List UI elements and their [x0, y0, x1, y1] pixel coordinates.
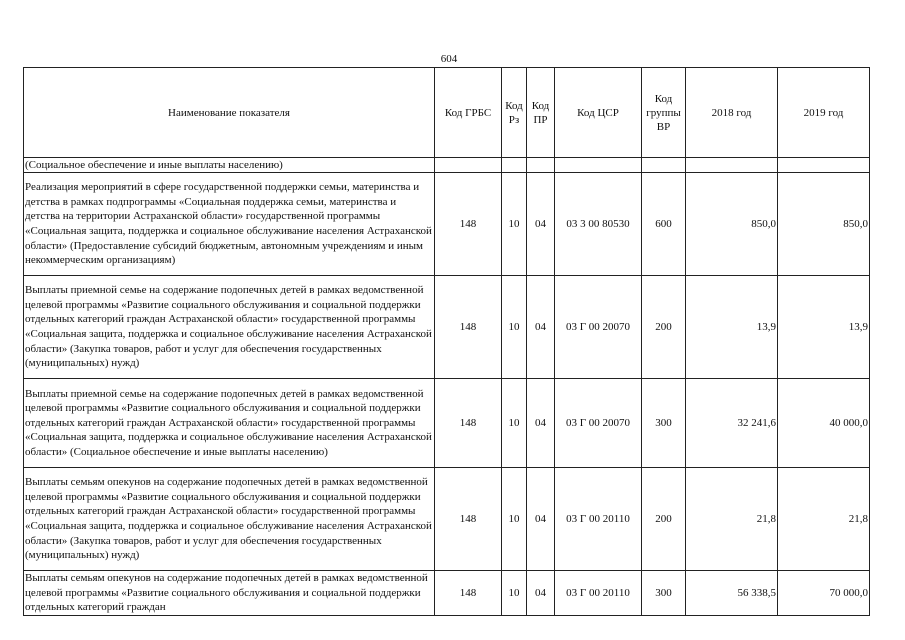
cell-csr: 03 Г 00 20110	[555, 571, 642, 616]
cell-name: Выплаты приемной семье на содержание подопечных детей в рамках ведомственной целевой программы «Развитие социального обслуживания и социальной поддержки отдельных категорий граждан Астраханской области» государственной программы «Социальная защита, поддержка и социальное обслуживание населения Астраханской области» (Социальное обеспечение и иные выплаты населению)	[24, 379, 435, 468]
cell-name: Выплаты приемной семье на содержание подопечных детей в рамках ведомственной целевой программы «Развитие социального обслуживания и социальной поддержки отдельных категорий граждан Астраханской области» государственной программы «Социальная защита, поддержка и социальное обслуживание населения Астраханской области» (Закупка товаров, работ и услуг для обеспечения государственных (муниципальных) нужд)	[24, 276, 435, 379]
cell-2018: 56 338,5	[686, 571, 778, 616]
cell-2018: 850,0	[686, 173, 778, 276]
cell-pr: 04	[527, 276, 555, 379]
cell-pr: 04	[527, 468, 555, 571]
cell-2019: 13,9	[778, 276, 870, 379]
header-2018: 2018 год	[686, 68, 778, 158]
cell-csr: 03 3 00 80530	[555, 173, 642, 276]
cell-vr: 200	[642, 276, 686, 379]
cell-grbs: 148	[435, 173, 502, 276]
cell-vr: 300	[642, 379, 686, 468]
table-row	[24, 379, 870, 468]
cell-name: Реализация мероприятий в сфере государственной поддержки семьи, материнства и детства в рамках подпрограммы «Социальная поддержка семьи, материнства и детства на территории Астраханской области» государственной программы «Социальная защита, поддержка и социальное обслуживание населения Астраханской области» (Предоставление субсидий бюджетным, автономным учреждениям и иным некоммерческим организациям)	[24, 173, 435, 276]
cell-2018: 32 241,6	[686, 379, 778, 468]
cell-rz: 10	[502, 468, 527, 571]
cell-2018: 21,8	[686, 468, 778, 571]
cell-vr	[642, 158, 686, 173]
cell-2019: 40 000,0	[778, 379, 870, 468]
cell-vr: 300	[642, 571, 686, 616]
cell-2018: 13,9	[686, 276, 778, 379]
table-header	[24, 68, 870, 158]
header-name: Наименование показателя	[24, 68, 435, 158]
cell-rz: 10	[502, 571, 527, 616]
cell-csr: 03 Г 00 20110	[555, 468, 642, 571]
table-row	[24, 173, 870, 276]
cell-rz: 10	[502, 276, 527, 379]
table-row	[24, 571, 870, 616]
cell-pr: 04	[527, 173, 555, 276]
cell-pr: 04	[527, 379, 555, 468]
cell-csr: 03 Г 00 20070	[555, 379, 642, 468]
cell-pr: 04	[527, 571, 555, 616]
cell-name: Выплаты семьям опекунов на содержание подопечных детей в рамках ведомственной целевой программы «Развитие социального обслуживания и социальной поддержки отдельных категорий граждан	[24, 571, 435, 616]
header-grbs: Код ГРБС	[435, 68, 502, 158]
budget-table	[23, 67, 870, 616]
cell-rz: 10	[502, 173, 527, 276]
cell-grbs: 148	[435, 468, 502, 571]
cell-name: Выплаты семьям опекунов на содержание подопечных детей в рамках ведомственной целевой программы «Развитие социального обслуживания и социальной поддержки отдельных категорий граждан Астраханской области» государственной программы «Социальная защита, поддержка и социальное обслуживание населения Астраханской области» (Закупка товаров, работ и услуг для обеспечения государственных (муниципальных) нужд)	[24, 468, 435, 571]
cell-grbs	[435, 158, 502, 173]
cell-grbs: 148	[435, 571, 502, 616]
header-csr: Код ЦСР	[555, 68, 642, 158]
cell-vr: 600	[642, 173, 686, 276]
cell-name: (Социальное обеспечение и иные выплаты населению)	[24, 158, 435, 173]
table-row	[24, 468, 870, 571]
cell-csr: 03 Г 00 20070	[555, 276, 642, 379]
cell-2019: 850,0	[778, 173, 870, 276]
table-row	[24, 158, 870, 173]
header-rz: Код Рз	[502, 68, 527, 158]
header-vr: Код группы ВР	[642, 68, 686, 158]
table-row	[24, 276, 870, 379]
cell-csr	[555, 158, 642, 173]
cell-grbs: 148	[435, 379, 502, 468]
cell-2019	[778, 158, 870, 173]
page-number: 604	[440, 53, 458, 65]
cell-rz: 10	[502, 379, 527, 468]
cell-2019: 70 000,0	[778, 571, 870, 616]
cell-grbs: 148	[435, 276, 502, 379]
cell-2018	[686, 158, 778, 173]
cell-pr	[527, 158, 555, 173]
cell-2019: 21,8	[778, 468, 870, 571]
header-pr: Код ПР	[527, 68, 555, 158]
header-2019: 2019 год	[778, 68, 870, 158]
cell-rz	[502, 158, 527, 173]
cell-vr: 200	[642, 468, 686, 571]
